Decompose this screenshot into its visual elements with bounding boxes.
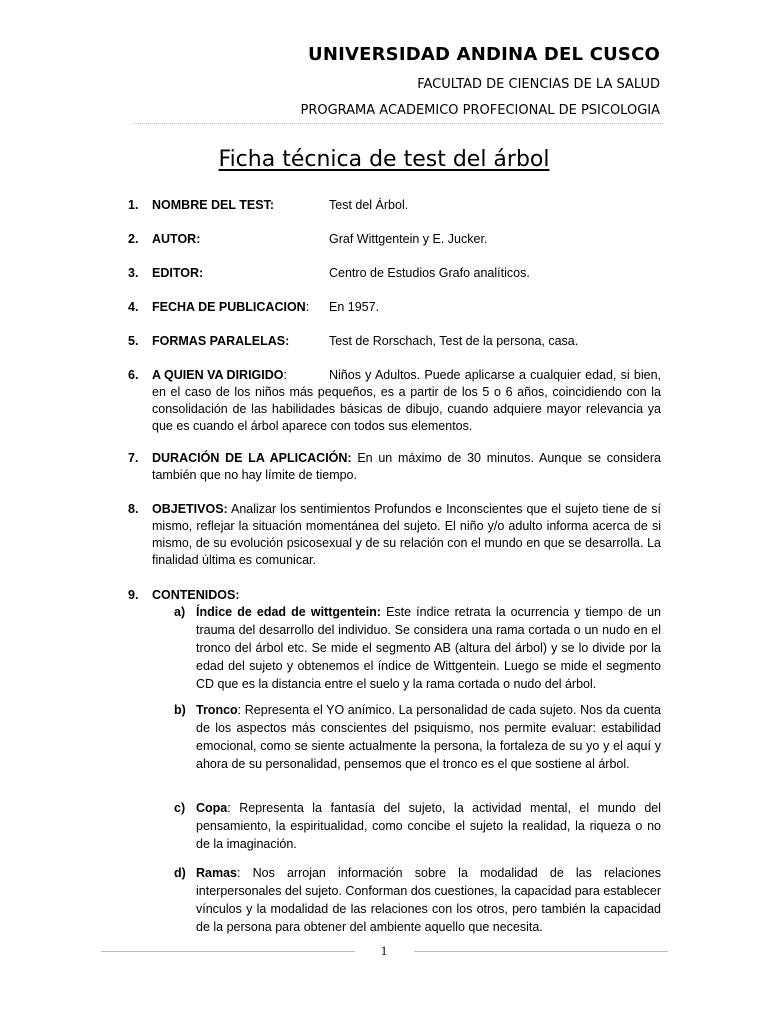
document-title: Ficha técnica de test del árbol [218, 147, 550, 172]
item-value: Analizar los sentimientos Profundos e Inconscientes que el sujeto tiene de sí mismo, reflejar la situación momentánea del sujeto. El niño y/o adulto informa acerca de si mismo, de su evolución psicosexual y de su relación con el mundo en que se desarrolla. La finalidad última es comunicar. [152, 502, 661, 567]
content-item-wittgentein-index [174, 603, 661, 693]
item-duration [128, 450, 661, 484]
item-contents [128, 587, 661, 604]
content-letter: d) [174, 866, 186, 880]
item-label: AUTOR: [152, 232, 201, 246]
item-value: Centro de Estudios Grafo analíticos. [329, 266, 530, 280]
item-parallel-forms [128, 333, 661, 350]
item-number: 5. [128, 334, 139, 348]
item-number: 1. [128, 198, 139, 212]
item-value: Niños y Adultos. Puede aplicarse a cualquier edad, si bien, en el caso de los niños más pequeños, es a partir de los 5 o 6 años, coincidiendo con la consolidación de las habilidades básicas de dibujo, cuando adquiere mayor relevancia ya que es cuando el árbol aparece con todos sus elementos. [152, 368, 661, 433]
content-letter: c) [174, 801, 186, 815]
item-number: 6. [128, 368, 139, 382]
item-publication-date [128, 299, 661, 316]
content-label: Índice de edad de wittgentein: [196, 605, 381, 619]
university-name: UNIVERSIDAD ANDINA DEL CUSCO [308, 44, 660, 65]
item-number: 2. [128, 232, 139, 246]
content-item-copa [174, 799, 661, 853]
item-label: OBJETIVOS: [152, 502, 228, 516]
item-number: 7. [128, 451, 139, 465]
item-number: 4. [128, 300, 139, 314]
item-label: FORMAS PARALELAS: [152, 334, 290, 348]
item-label: CONTENIDOS: [152, 588, 240, 602]
item-target-audience [128, 367, 661, 435]
item-label-suffix: : [305, 300, 310, 314]
item-value: Test del Árbol. [329, 198, 409, 212]
item-label: NOMBRE DEL TEST: [152, 198, 274, 212]
content-item-tronco [174, 701, 661, 773]
item-value: Test de Rorschach, Test de la persona, casa. [329, 334, 579, 348]
page-number: 1 [380, 943, 388, 958]
item-value: Graf Wittgentein y E. Jucker. [329, 232, 488, 246]
item-number: 8. [128, 502, 139, 516]
item-objectives [128, 501, 661, 569]
content-text: : Nos arrojan información sobre la modalidad de las relaciones interpersonales del sujeto. Conforman dos cuestiones, la capacidad para establecer vínculos y la modalidad de las relaciones con los otros, pero también la capacidad de la persona para obtener del ambiente aquello que necesita. [196, 866, 661, 934]
content-item-ramas [174, 864, 661, 936]
item-label: A QUIEN VA DIRIGIDO [152, 368, 284, 382]
content-text: Este índice retrata la ocurrencia y tiempo de un trauma del desarrollo del individuo. Se considera una rama cortada o un nudo en el tronco del árbol etc. Se mide el segmento AB (altura del árbol) y se lo divide por la edad del sujeto y obtenemos el índice de Wittgentein. Luego se mide el segmento CD que es la distancia entre el suelo y la rama cortada o nudo del árbol. [196, 605, 661, 691]
header-divider [133, 123, 663, 124]
program-name: PROGRAMA ACADEMICO PROFECIONAL DE PSICOLOGIA [300, 103, 660, 118]
item-value: En 1957. [329, 300, 380, 314]
item-label: EDITOR: [152, 266, 204, 280]
content-text: : Representa el YO anímico. La personalidad de cada sujeto. Nos da cuenta de los aspectos más conscientes del psiquismo, nos permite evaluar: estabilidad emocional, como se siente actualmente la persona, la fortaleza de su yo y el aquí y ahora de su personalidad, pensemos que el tronco es el que sostiene al árbol. [196, 703, 661, 771]
footer-divider-right [414, 951, 668, 952]
item-label: FECHA DE PUBLICACION [152, 300, 306, 314]
content-letter: b) [174, 703, 186, 717]
item-test-name [128, 197, 661, 214]
item-value: En un máximo de 30 minutos. Aunque se considera también que no hay límite de tiempo. [152, 451, 661, 482]
item-number: 9. [128, 588, 139, 602]
item-editor [128, 265, 661, 282]
item-label-suffix: : [283, 368, 287, 382]
faculty-name: FACULTAD DE CIENCIAS DE LA SALUD [417, 77, 660, 92]
content-text: : Representa la fantasía del sujeto, la actividad mental, el mundo del pensamiento, la espiritualidad, como concibe el sujeto la realidad, la riqueza o no de la imaginación. [196, 801, 661, 851]
item-number: 3. [128, 266, 139, 280]
content-label: Copa [196, 801, 228, 815]
item-author [128, 231, 661, 248]
content-label: Tronco [196, 703, 238, 717]
content-letter: a) [174, 605, 186, 619]
item-label: DURACIÓN DE LA APLICACIÓN: [152, 451, 352, 465]
content-label: Ramas [196, 866, 237, 880]
